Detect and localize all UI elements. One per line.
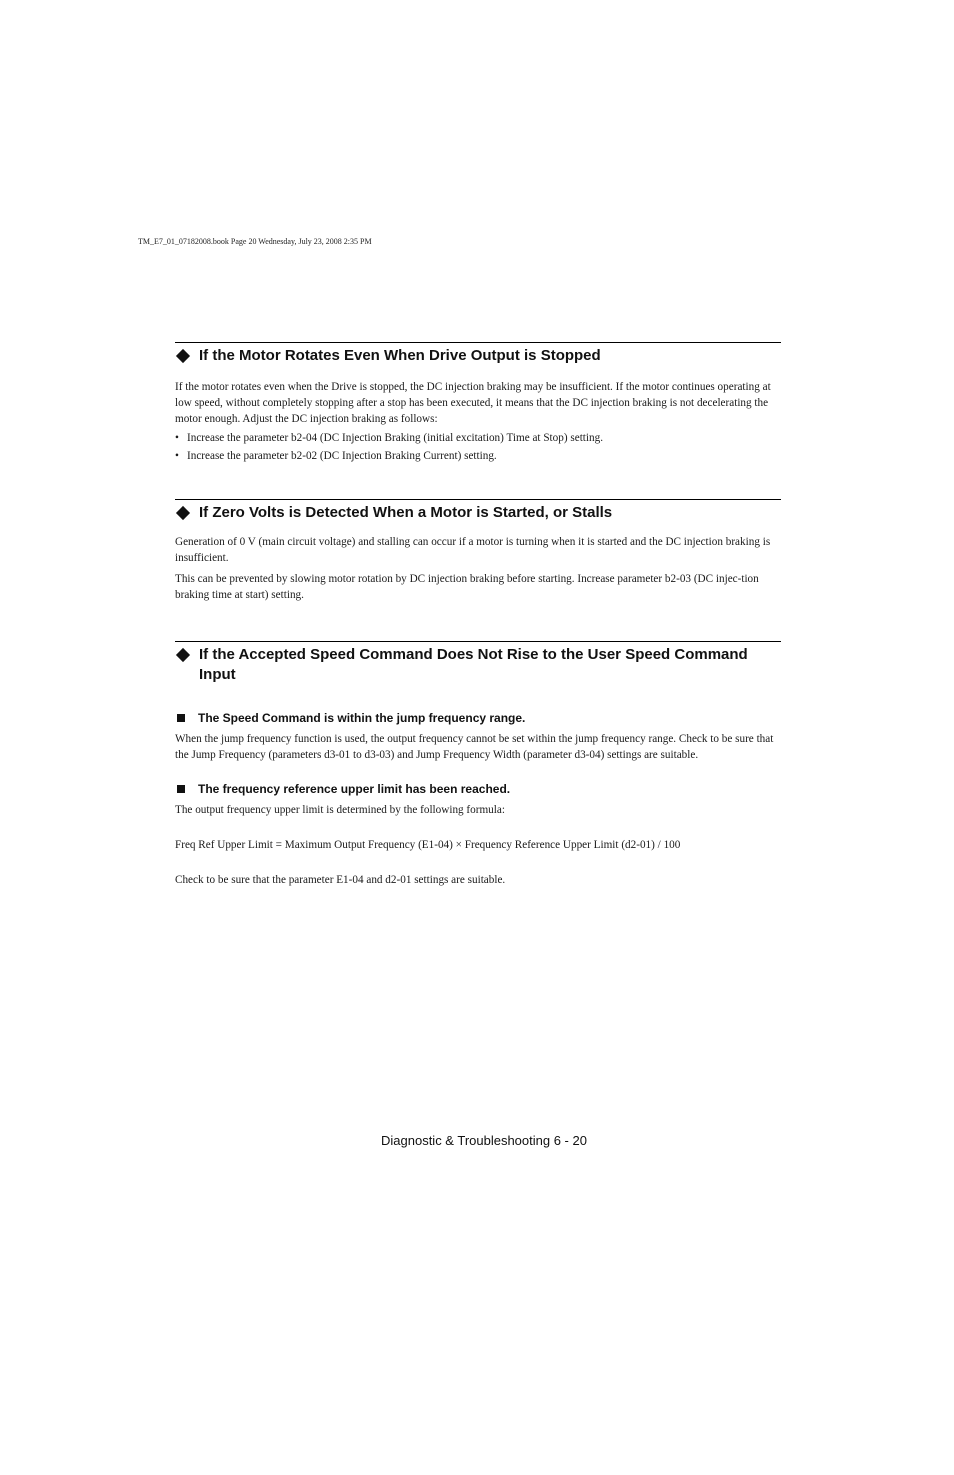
square-bullet-icon bbox=[177, 714, 185, 722]
diamond-bullet-icon bbox=[176, 349, 190, 363]
subsection-title: The Speed Command is within the jump frequency range. bbox=[198, 711, 526, 725]
print-info: TM_E7_01_07182008.book Page 20 Wednesday, July 23, 2008 2:35 PM bbox=[138, 237, 372, 246]
formula: Freq Ref Upper Limit = Maximum Output Frequency (E1-04) × Frequency Reference Upper Limit (d2-01) / 100 bbox=[175, 839, 681, 851]
section-zero-volts bbox=[175, 499, 781, 603]
body-paragraph: When the jump frequency function is used, the output frequency cannot be set within the jump frequency range. Check to be sure that the Jump Frequency (parameters d3-01 to d3-03) and Jump Frequency Width (parameter d3-04) settings are suitable. bbox=[175, 733, 774, 761]
section-heading bbox=[175, 346, 781, 366]
heading-text: If Zero Volts is Detected When a Motor is Started, or Stalls bbox=[199, 504, 613, 521]
section-divider bbox=[175, 342, 781, 343]
section-motor-rotates bbox=[175, 342, 781, 464]
section-divider bbox=[175, 499, 781, 500]
body-paragraph: The output frequency upper limit is determined by the following formula: bbox=[175, 804, 505, 816]
list-item: • Increase the parameter b2-02 (DC Injection Braking Current) setting. bbox=[175, 448, 781, 464]
subsection-heading bbox=[175, 781, 781, 797]
diamond-bullet-icon bbox=[176, 506, 190, 520]
subsection-title: The frequency reference upper limit has been reached. bbox=[198, 782, 511, 796]
body-paragraph: Generation of 0 V (main circuit voltage) and stalling can occur if a motor is turning when it is started and the DC injection braking is insufficient. bbox=[175, 536, 771, 564]
diamond-bullet-icon bbox=[176, 648, 190, 662]
section-heading bbox=[175, 503, 781, 523]
section-divider bbox=[175, 641, 781, 642]
section-heading bbox=[175, 645, 781, 685]
bullet-list bbox=[175, 430, 781, 464]
list-item: • Increase the parameter b2-04 (DC Injection Braking (initial excitation) Time at Stop) setting. bbox=[175, 430, 781, 446]
page-footer: Diagnostic & Troubleshooting 6 - 20 bbox=[381, 1133, 587, 1148]
body-paragraph: If the motor rotates even when the Drive is stopped, the DC injection braking may be insufficient. If the motor continues operating at low speed, without completely stopping after a stop has been executed, it means that the DC injection braking is not decelerating the motor enough. Adjust the DC injection braking as follows: bbox=[175, 381, 771, 425]
section-speed-command bbox=[175, 641, 781, 888]
heading-text: If the Accepted Speed Command Does Not Rise to the User Speed Command Input bbox=[199, 646, 748, 683]
body-paragraph: This can be prevented by slowing motor rotation by DC injection braking before starting. Increase parameter b2-03 (DC injec-tion braking time at start) setting. bbox=[175, 573, 759, 601]
square-bullet-icon bbox=[177, 785, 185, 793]
heading-text: If the Motor Rotates Even When Drive Output is Stopped bbox=[199, 347, 601, 364]
subsection-heading bbox=[175, 710, 781, 726]
body-paragraph: Check to be sure that the parameter E1-04 and d2-01 settings are suitable. bbox=[175, 874, 506, 886]
